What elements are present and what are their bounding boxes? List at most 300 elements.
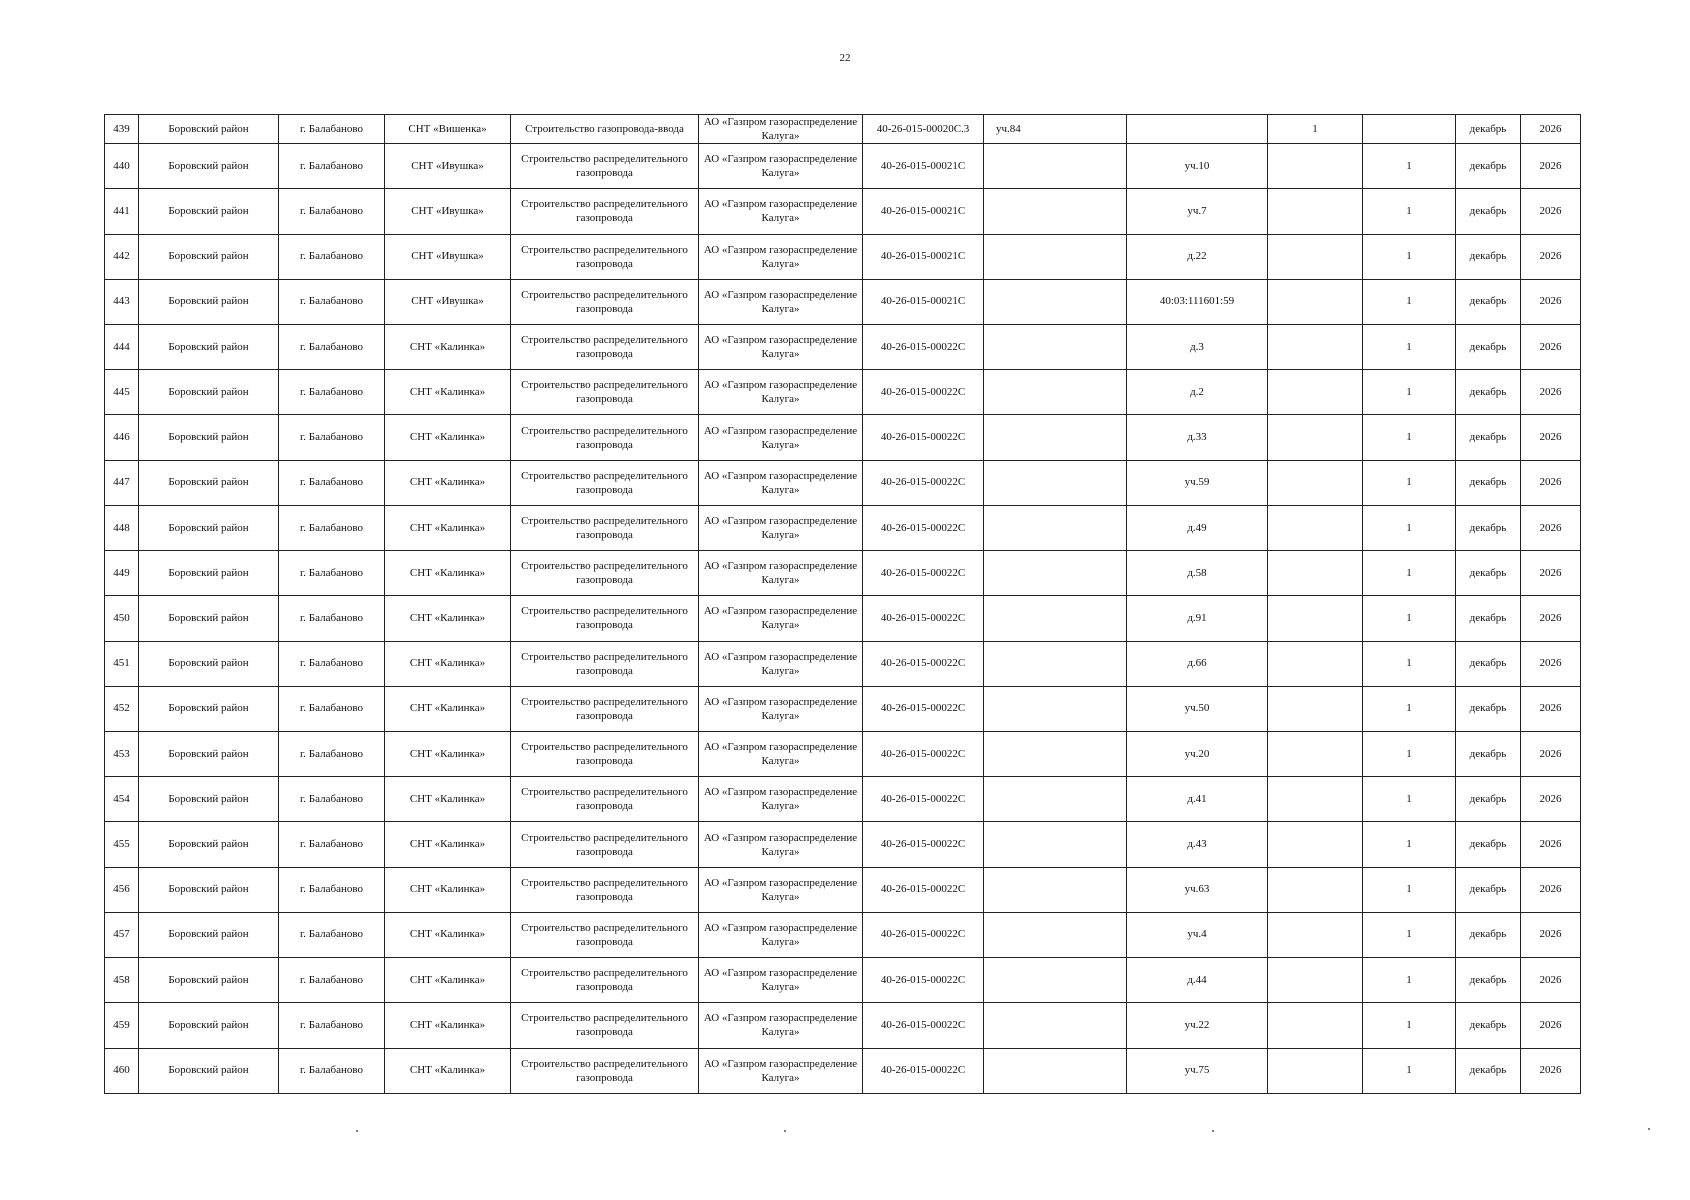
row-number-cell: 439: [105, 115, 139, 144]
city-cell: г. Балабаново: [279, 822, 385, 867]
district-cell: Боровский район: [139, 596, 279, 641]
month-cell: декабрь: [1456, 189, 1521, 234]
city-cell: г. Балабаново: [279, 115, 385, 144]
quantity-cell: [1268, 1048, 1363, 1093]
year-cell: 2026: [1521, 115, 1581, 144]
district-cell: Боровский район: [139, 686, 279, 731]
address-cell: [984, 234, 1127, 279]
row-number-cell: 453: [105, 731, 139, 776]
work-type-cell: Строительство распределительного газопровода: [511, 1048, 699, 1093]
address-cell: [984, 686, 1127, 731]
month-cell: декабрь: [1456, 686, 1521, 731]
snt-cell: СНТ «Калинка»: [385, 325, 511, 370]
row-number-cell: 459: [105, 1003, 139, 1048]
table-row: [105, 912, 1581, 957]
month-cell: декабрь: [1456, 912, 1521, 957]
row-number-cell: 442: [105, 234, 139, 279]
organization-cell: АО «Газпром газораспределение Калуга»: [699, 370, 863, 415]
quantity-cell: [1268, 460, 1363, 505]
page-number: 22: [839, 52, 851, 64]
row-number-cell: 444: [105, 325, 139, 370]
quantity-cell-alt: 1: [1363, 731, 1456, 776]
scan-speck: [784, 1130, 786, 1132]
work-type-cell: Строительство распределительного газопровода: [511, 234, 699, 279]
snt-cell: СНТ «Калинка»: [385, 460, 511, 505]
snt-cell: СНТ «Ивушка»: [385, 144, 511, 189]
row-number-cell: 452: [105, 686, 139, 731]
project-code-cell: 40-26-015-00021С: [863, 234, 984, 279]
plot-address-cell: уч.22: [1127, 1003, 1268, 1048]
organization-cell: АО «Газпром газораспределение Калуга»: [699, 1003, 863, 1048]
quantity-cell: [1268, 641, 1363, 686]
quantity-cell-alt: 1: [1363, 912, 1456, 957]
organization-cell: АО «Газпром газораспределение Калуга»: [699, 189, 863, 234]
project-code-cell: 40-26-015-00022С: [863, 822, 984, 867]
district-cell: Боровский район: [139, 460, 279, 505]
project-code-cell: 40-26-015-00022С: [863, 325, 984, 370]
address-cell: [984, 325, 1127, 370]
address-cell: [984, 551, 1127, 596]
work-type-cell: Строительство распределительного газопровода: [511, 460, 699, 505]
year-cell: 2026: [1521, 958, 1581, 1003]
snt-cell: СНТ «Калинка»: [385, 1003, 511, 1048]
organization-cell: АО «Газпром газораспределение Калуга»: [699, 777, 863, 822]
work-type-cell: Строительство распределительного газопровода: [511, 505, 699, 550]
snt-cell: СНТ «Калинка»: [385, 867, 511, 912]
address-cell: [984, 1003, 1127, 1048]
city-cell: г. Балабаново: [279, 1048, 385, 1093]
project-code-cell: 40-26-015-00022С: [863, 777, 984, 822]
snt-cell: СНТ «Калинка»: [385, 415, 511, 460]
work-type-cell: Строительство распределительного газопровода: [511, 958, 699, 1003]
quantity-cell: [1268, 777, 1363, 822]
snt-cell: СНТ «Калинка»: [385, 731, 511, 776]
quantity-cell-alt: 1: [1363, 686, 1456, 731]
table-row: [105, 1003, 1581, 1048]
month-cell: декабрь: [1456, 144, 1521, 189]
plot-address-cell: д.3: [1127, 325, 1268, 370]
district-cell: Боровский район: [139, 822, 279, 867]
work-type-cell: Строительство распределительного газопровода: [511, 912, 699, 957]
snt-cell: СНТ «Калинка»: [385, 912, 511, 957]
month-cell: декабрь: [1456, 731, 1521, 776]
plot-address-cell: уч.59: [1127, 460, 1268, 505]
work-type-cell: Строительство распределительного газопровода: [511, 189, 699, 234]
year-cell: 2026: [1521, 686, 1581, 731]
address-cell: [984, 279, 1127, 324]
year-cell: 2026: [1521, 596, 1581, 641]
year-cell: 2026: [1521, 460, 1581, 505]
organization-cell: АО «Газпром газораспределение Калуга»: [699, 505, 863, 550]
quantity-cell: [1268, 189, 1363, 234]
plot-address-cell: д.33: [1127, 415, 1268, 460]
quantity-cell-alt: 1: [1363, 144, 1456, 189]
snt-cell: СНТ «Калинка»: [385, 596, 511, 641]
work-type-cell: Строительство распределительного газопровода: [511, 686, 699, 731]
snt-cell: СНТ «Калинка»: [385, 551, 511, 596]
table-row: [105, 505, 1581, 550]
scan-speck: [1212, 1130, 1214, 1132]
city-cell: г. Балабаново: [279, 686, 385, 731]
city-cell: г. Балабаново: [279, 596, 385, 641]
district-cell: Боровский район: [139, 325, 279, 370]
quantity-cell: [1268, 505, 1363, 550]
snt-cell: СНТ «Калинка»: [385, 505, 511, 550]
work-type-cell: Строительство распределительного газопровода: [511, 144, 699, 189]
quantity-cell: [1268, 686, 1363, 731]
year-cell: 2026: [1521, 1003, 1581, 1048]
project-code-cell: 40-26-015-00022С: [863, 551, 984, 596]
plot-address-cell: уч.4: [1127, 912, 1268, 957]
row-number-cell: 446: [105, 415, 139, 460]
address-cell: [984, 731, 1127, 776]
scan-speck: [356, 1130, 358, 1132]
table-row: [105, 822, 1581, 867]
district-cell: Боровский район: [139, 867, 279, 912]
plot-address-cell: д.58: [1127, 551, 1268, 596]
year-cell: 2026: [1521, 325, 1581, 370]
quantity-cell-alt: 1: [1363, 370, 1456, 415]
quantity-cell-alt: 1: [1363, 777, 1456, 822]
month-cell: декабрь: [1456, 822, 1521, 867]
work-type-cell: Строительство распределительного газопровода: [511, 370, 699, 415]
address-cell: [984, 505, 1127, 550]
quantity-cell-alt: 1: [1363, 596, 1456, 641]
quantity-cell: [1268, 867, 1363, 912]
project-code-cell: 40-26-015-00022С: [863, 912, 984, 957]
scan-speck: [1648, 1128, 1650, 1130]
row-number-cell: 448: [105, 505, 139, 550]
quantity-cell-alt: 1: [1363, 460, 1456, 505]
table-row: [105, 370, 1581, 415]
row-number-cell: 441: [105, 189, 139, 234]
year-cell: 2026: [1521, 370, 1581, 415]
district-cell: Боровский район: [139, 234, 279, 279]
quantity-cell: [1268, 1003, 1363, 1048]
city-cell: г. Балабаново: [279, 551, 385, 596]
project-code-cell: 40-26-015-00022С: [863, 460, 984, 505]
row-number-cell: 454: [105, 777, 139, 822]
month-cell: декабрь: [1456, 370, 1521, 415]
quantity-cell-alt: 1: [1363, 1048, 1456, 1093]
district-cell: Боровский район: [139, 415, 279, 460]
organization-cell: АО «Газпром газораспределение Калуга»: [699, 596, 863, 641]
quantity-cell: [1268, 325, 1363, 370]
month-cell: декабрь: [1456, 505, 1521, 550]
organization-cell: АО «Газпром газораспределение Калуга»: [699, 641, 863, 686]
year-cell: 2026: [1521, 144, 1581, 189]
snt-cell: СНТ «Вишенка»: [385, 115, 511, 144]
table-row: [105, 777, 1581, 822]
table-body: [105, 115, 1581, 1094]
organization-cell: АО «Газпром газораспределение Калуга»: [699, 867, 863, 912]
row-number-cell: 440: [105, 144, 139, 189]
work-type-cell: Строительство распределительного газопровода: [511, 822, 699, 867]
year-cell: 2026: [1521, 641, 1581, 686]
project-code-cell: 40-26-015-00022С: [863, 686, 984, 731]
organization-cell: АО «Газпром газораспределение Калуга»: [699, 115, 863, 144]
quantity-cell-alt: 1: [1363, 325, 1456, 370]
project-code-cell: 40-26-015-00021С: [863, 279, 984, 324]
city-cell: г. Балабаново: [279, 777, 385, 822]
address-cell: [984, 370, 1127, 415]
quantity-cell-alt: 1: [1363, 551, 1456, 596]
plot-address-cell: уч.63: [1127, 867, 1268, 912]
project-code-cell: 40-26-015-00022С: [863, 1003, 984, 1048]
plot-address-cell: д.49: [1127, 505, 1268, 550]
city-cell: г. Балабаново: [279, 912, 385, 957]
city-cell: г. Балабаново: [279, 325, 385, 370]
address-cell: уч.84: [984, 115, 1127, 144]
year-cell: 2026: [1521, 822, 1581, 867]
address-cell: [984, 912, 1127, 957]
city-cell: г. Балабаново: [279, 958, 385, 1003]
organization-cell: АО «Газпром газораспределение Калуга»: [699, 1048, 863, 1093]
month-cell: декабрь: [1456, 867, 1521, 912]
row-number-cell: 449: [105, 551, 139, 596]
row-number-cell: 445: [105, 370, 139, 415]
project-code-cell: 40-26-015-00022С: [863, 731, 984, 776]
plot-address-cell: д.22: [1127, 234, 1268, 279]
address-cell: [984, 415, 1127, 460]
quantity-cell-alt: 1: [1363, 867, 1456, 912]
snt-cell: СНТ «Калинка»: [385, 958, 511, 1003]
work-type-cell: Строительство распределительного газопровода: [511, 641, 699, 686]
month-cell: декабрь: [1456, 115, 1521, 144]
plot-address-cell: уч.7: [1127, 189, 1268, 234]
plot-address-cell: уч.20: [1127, 731, 1268, 776]
year-cell: 2026: [1521, 234, 1581, 279]
district-cell: Боровский район: [139, 551, 279, 596]
month-cell: декабрь: [1456, 596, 1521, 641]
quantity-cell-alt: 1: [1363, 1003, 1456, 1048]
district-cell: Боровский район: [139, 1048, 279, 1093]
month-cell: декабрь: [1456, 325, 1521, 370]
month-cell: декабрь: [1456, 234, 1521, 279]
table-row: [105, 279, 1581, 324]
project-code-cell: 40-26-015-00021С: [863, 144, 984, 189]
project-code-cell: 40-26-015-00022С: [863, 370, 984, 415]
month-cell: декабрь: [1456, 415, 1521, 460]
project-code-cell: 40-26-015-00022С: [863, 641, 984, 686]
city-cell: г. Балабаново: [279, 460, 385, 505]
year-cell: 2026: [1521, 189, 1581, 234]
address-cell: [984, 460, 1127, 505]
project-code-cell: 40-26-015-00022С: [863, 505, 984, 550]
snt-cell: СНТ «Ивушка»: [385, 279, 511, 324]
quantity-cell-alt: 1: [1363, 415, 1456, 460]
work-type-cell: Строительство распределительного газопровода: [511, 325, 699, 370]
quantity-cell-alt: 1: [1363, 234, 1456, 279]
month-cell: декабрь: [1456, 641, 1521, 686]
work-type-cell: Строительство распределительного газопровода: [511, 279, 699, 324]
table-row: [105, 551, 1581, 596]
city-cell: г. Балабаново: [279, 234, 385, 279]
project-code-cell: 40-26-015-00022С: [863, 958, 984, 1003]
table-row: [105, 460, 1581, 505]
table-row: [105, 867, 1581, 912]
district-cell: Боровский район: [139, 1003, 279, 1048]
year-cell: 2026: [1521, 731, 1581, 776]
year-cell: 2026: [1521, 1048, 1581, 1093]
organization-cell: АО «Газпром газораспределение Калуга»: [699, 415, 863, 460]
quantity-cell: [1268, 822, 1363, 867]
city-cell: г. Балабаново: [279, 189, 385, 234]
plot-address-cell: д.44: [1127, 958, 1268, 1003]
organization-cell: АО «Газпром газораспределение Калуга»: [699, 279, 863, 324]
plot-address-cell: д.43: [1127, 822, 1268, 867]
district-cell: Боровский район: [139, 641, 279, 686]
plot-address-cell: д.2: [1127, 370, 1268, 415]
year-cell: 2026: [1521, 551, 1581, 596]
project-code-cell: 40-26-015-00022С: [863, 1048, 984, 1093]
work-type-cell: Строительство распределительного газопровода: [511, 596, 699, 641]
quantity-cell-alt: [1363, 115, 1456, 144]
quantity-cell: [1268, 912, 1363, 957]
district-cell: Боровский район: [139, 189, 279, 234]
address-cell: [984, 1048, 1127, 1093]
address-cell: [984, 958, 1127, 1003]
snt-cell: СНТ «Ивушка»: [385, 234, 511, 279]
work-type-cell: Строительство распределительного газопровода: [511, 867, 699, 912]
plot-address-cell: уч.10: [1127, 144, 1268, 189]
city-cell: г. Балабаново: [279, 1003, 385, 1048]
quantity-cell: [1268, 958, 1363, 1003]
organization-cell: АО «Газпром газораспределение Калуга»: [699, 460, 863, 505]
table-row: [105, 596, 1581, 641]
city-cell: г. Балабаново: [279, 641, 385, 686]
snt-cell: СНТ «Калинка»: [385, 641, 511, 686]
year-cell: 2026: [1521, 912, 1581, 957]
table-row: [105, 1048, 1581, 1093]
row-number-cell: 450: [105, 596, 139, 641]
work-type-cell: Строительство газопровода-ввода: [511, 115, 699, 144]
month-cell: декабрь: [1456, 958, 1521, 1003]
month-cell: декабрь: [1456, 777, 1521, 822]
plot-address-cell: д.91: [1127, 596, 1268, 641]
organization-cell: АО «Газпром газораспределение Калуга»: [699, 325, 863, 370]
project-code-cell: 40-26-015-00021С: [863, 189, 984, 234]
month-cell: декабрь: [1456, 551, 1521, 596]
district-cell: Боровский район: [139, 958, 279, 1003]
plot-address-cell: 40:03:111601:59: [1127, 279, 1268, 324]
district-cell: Боровский район: [139, 505, 279, 550]
district-cell: Боровский район: [139, 279, 279, 324]
quantity-cell-alt: 1: [1363, 189, 1456, 234]
table-row: [105, 115, 1581, 144]
table-row: [105, 325, 1581, 370]
plot-address-cell: д.66: [1127, 641, 1268, 686]
gasification-table: [104, 114, 1581, 1094]
organization-cell: АО «Газпром газораспределение Калуга»: [699, 551, 863, 596]
quantity-cell-alt: 1: [1363, 822, 1456, 867]
year-cell: 2026: [1521, 777, 1581, 822]
row-number-cell: 460: [105, 1048, 139, 1093]
snt-cell: СНТ «Калинка»: [385, 686, 511, 731]
table-row: [105, 189, 1581, 234]
row-number-cell: 458: [105, 958, 139, 1003]
city-cell: г. Балабаново: [279, 505, 385, 550]
plot-address-cell: уч.75: [1127, 1048, 1268, 1093]
quantity-cell-alt: 1: [1363, 641, 1456, 686]
work-type-cell: Строительство распределительного газопровода: [511, 1003, 699, 1048]
district-cell: Боровский район: [139, 912, 279, 957]
year-cell: 2026: [1521, 505, 1581, 550]
table-row: [105, 641, 1581, 686]
organization-cell: АО «Газпром газораспределение Калуга»: [699, 731, 863, 776]
quantity-cell-alt: 1: [1363, 958, 1456, 1003]
quantity-cell: [1268, 279, 1363, 324]
plot-address-cell: д.41: [1127, 777, 1268, 822]
address-cell: [984, 641, 1127, 686]
table-row: [105, 958, 1581, 1003]
address-cell: [984, 144, 1127, 189]
project-code-cell: 40-26-015-00022С: [863, 867, 984, 912]
row-number-cell: 443: [105, 279, 139, 324]
district-cell: Боровский район: [139, 777, 279, 822]
organization-cell: АО «Газпром газораспределение Калуга»: [699, 822, 863, 867]
city-cell: г. Балабаново: [279, 867, 385, 912]
work-type-cell: Строительство распределительного газопровода: [511, 777, 699, 822]
project-code-cell: 40-26-015-00020С.3: [863, 115, 984, 144]
city-cell: г. Балабаново: [279, 144, 385, 189]
year-cell: 2026: [1521, 867, 1581, 912]
month-cell: декабрь: [1456, 1003, 1521, 1048]
organization-cell: АО «Газпром газораспределение Калуга»: [699, 234, 863, 279]
row-number-cell: 451: [105, 641, 139, 686]
project-code-cell: 40-26-015-00022С: [863, 415, 984, 460]
city-cell: г. Балабаново: [279, 279, 385, 324]
address-cell: [984, 777, 1127, 822]
year-cell: 2026: [1521, 279, 1581, 324]
quantity-cell: [1268, 144, 1363, 189]
organization-cell: АО «Газпром газораспределение Калуга»: [699, 144, 863, 189]
snt-cell: СНТ «Калинка»: [385, 822, 511, 867]
table-row: [105, 234, 1581, 279]
snt-cell: СНТ «Ивушка»: [385, 189, 511, 234]
address-cell: [984, 596, 1127, 641]
snt-cell: СНТ «Калинка»: [385, 777, 511, 822]
city-cell: г. Балабаново: [279, 415, 385, 460]
row-number-cell: 455: [105, 822, 139, 867]
organization-cell: АО «Газпром газораспределение Калуга»: [699, 686, 863, 731]
work-type-cell: Строительство распределительного газопровода: [511, 731, 699, 776]
district-cell: Боровский район: [139, 731, 279, 776]
year-cell: 2026: [1521, 415, 1581, 460]
quantity-cell: [1268, 370, 1363, 415]
address-cell: [984, 189, 1127, 234]
organization-cell: АО «Газпром газораспределение Калуга»: [699, 958, 863, 1003]
plot-address-cell: [1127, 115, 1268, 144]
district-cell: Боровский район: [139, 115, 279, 144]
quantity-cell-alt: 1: [1363, 279, 1456, 324]
address-cell: [984, 867, 1127, 912]
row-number-cell: 447: [105, 460, 139, 505]
table-row: [105, 686, 1581, 731]
month-cell: декабрь: [1456, 1048, 1521, 1093]
work-type-cell: Строительство распределительного газопровода: [511, 551, 699, 596]
plot-address-cell: уч.50: [1127, 686, 1268, 731]
table-row: [105, 144, 1581, 189]
quantity-cell-alt: 1: [1363, 505, 1456, 550]
table-row: [105, 415, 1581, 460]
quantity-cell: [1268, 415, 1363, 460]
district-cell: Боровский район: [139, 144, 279, 189]
table-row: [105, 731, 1581, 776]
address-cell: [984, 822, 1127, 867]
snt-cell: СНТ «Калинка»: [385, 370, 511, 415]
month-cell: декабрь: [1456, 460, 1521, 505]
